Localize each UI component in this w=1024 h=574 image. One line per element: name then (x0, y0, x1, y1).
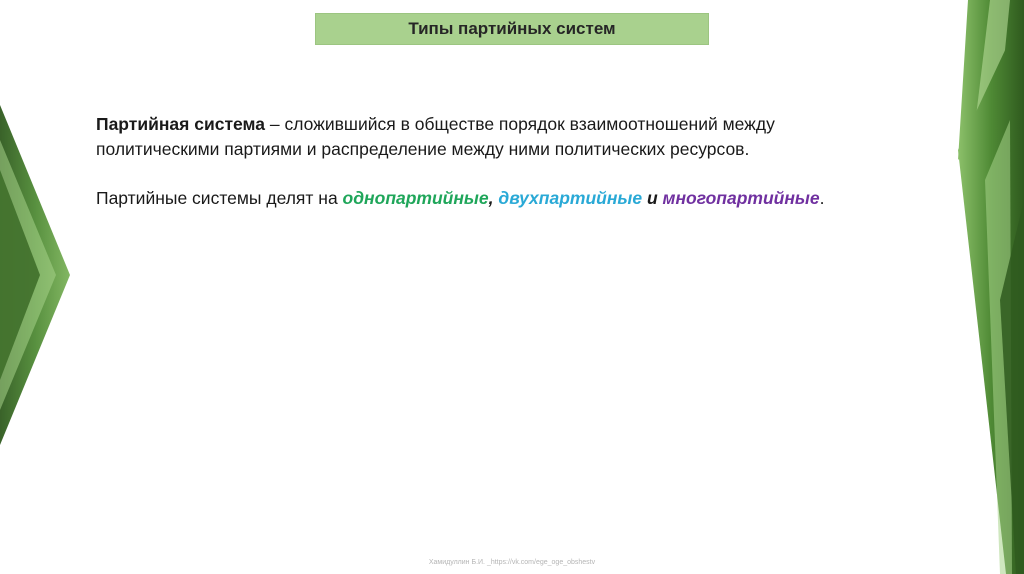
right-stripe-main-light (985, 120, 1012, 574)
types-comma: , (488, 188, 494, 208)
types-and: и (642, 188, 663, 208)
left-stripe-inner (0, 170, 40, 380)
definition-term: Партийная система (96, 114, 265, 134)
slide-content (96, 112, 896, 235)
types-end: . (819, 188, 825, 208)
title-bar (315, 13, 709, 45)
type-multi-party: многопартийные (662, 188, 820, 208)
definition-paragraph (96, 112, 896, 162)
footer-credit: Хамидуллин Б.И. _https://vk.com/ege_oge_obshestv (428, 559, 596, 566)
right-stripe-top (958, 0, 1024, 160)
left-stripe-outer (0, 105, 70, 445)
type-two-party: двухпартийные (498, 188, 643, 208)
right-stripe-main (958, 10, 1024, 574)
definition-dash: – (264, 114, 285, 134)
right-stripe-top-light (972, 0, 1010, 150)
definition-text: сложившийся в обществе порядок взаимоотношений между политическими партиями и распределение между ними политических ресурсов. (96, 114, 775, 159)
left-stripe-light (0, 140, 56, 410)
types-intro: Партийные системы делят на (96, 188, 343, 208)
types-paragraph (96, 186, 896, 211)
slide-title: Типы партийных систем (408, 19, 616, 38)
right-stripe-main-dark (1000, 200, 1024, 574)
type-one-party: однопартийные (342, 188, 489, 208)
